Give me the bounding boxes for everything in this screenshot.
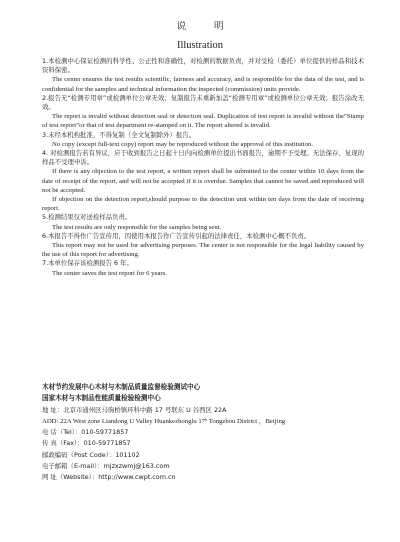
- clause-cn: 6.本报告不得作广告宣传用，因使用本报告作广告宣传引起的法律责任，本检测中心概不负责。: [42, 231, 311, 240]
- website[interactable]: 网 址（Website）：http://www.cwpt.com.cn: [42, 473, 176, 482]
- clause-cn: 2.报告无“检测专用章”或检测单位公章无效；复制报告未重新加盖“检测专用章”或检测单位公章无效；报告涂改无效。: [42, 93, 364, 112]
- clause-en: The test results are only responsible for the samples being sent.: [52, 223, 222, 231]
- organization-name-1: 木材节约发展中心木材与木制品质量监督检验测试中心: [42, 383, 201, 391]
- clause-en: If objection on the detection report,should purpose to the detection unit within ten days from the date of receiving report.: [42, 196, 364, 213]
- email[interactable]: 电子邮箱（E-mail）：mjzxzwmj@163.com: [42, 462, 170, 471]
- telephone: 电 话（Tel）：010-59771857: [42, 428, 129, 437]
- contact-block: [42, 382, 372, 484]
- page-title-cn: 说明: [176, 21, 252, 32]
- clause-en: The report is invalid without detection seal or detection seal. Duplication of test report is invalid without the“Stamp of test report”or that of test department re-stamped on it. The report altered is invalid.: [42, 113, 364, 130]
- clause-cn: 3.未经本机构批准，不得复制（全文复制除外）报告。: [42, 130, 196, 139]
- address-en: ADD: 22A West zone Liandong U Valley Huankezhonglu 17ʰ Tongzhou District ，Beijing: [42, 417, 286, 425]
- clause-en: The center saves the test report for 6 years.: [52, 269, 167, 277]
- clause-cn: 5.检测结果仅对送检样品负责。: [42, 213, 132, 222]
- clause-en: No copy (except full-text copy) report may be reproduced without the approval of this institution.: [52, 140, 313, 148]
- clause-en: If there is any objection to the test report, a written report shall be submitted to the center within 10 days from the date of receipt of the report, and will not be accepted if it is overdue. Samples that cannot be saved and reproduced will not be accepted.: [42, 168, 364, 194]
- clause-en: The center ensures the test results scientific, fairness and accuracy, and is responsible for the data of the test, and is confidential for the samples and technical information the inspected (commission) units provide.: [42, 76, 364, 93]
- clause-cn: 4. 对检测报告若有异议，应于收到报告之日起十日内向检测单位提出书面报告，逾期不予受理。无法保存、复现的样品不受理申诉。: [42, 149, 364, 167]
- clause-en: This report may not be used for advertising purposes. The center is not responsible for the legal liability caused by the use of this report for advertising.: [42, 242, 364, 259]
- fax: 传 真（Fax）：010-59771857: [42, 439, 131, 448]
- clause-cn: 1.本检测中心保证检测的科学性、公正性和准确性，对检测的数据负责，并对受检（委托）单位提供的样品和技术资料保密。: [42, 57, 364, 75]
- organization-name-2: 国家木材与木制品性能质量检验检测中心: [42, 394, 161, 403]
- page-title-en: Illustration: [176, 40, 224, 51]
- post-code: 邮政编码（Post Code）：101102: [42, 450, 140, 459]
- illustration-body: [42, 57, 364, 278]
- clause-cn: 7.本单位保存该检测报告 6 年。: [42, 259, 133, 268]
- address-cn: 地 址：北京市通州区马驹桥镇环科中路 17 号联东 U 谷西区 22A: [42, 405, 227, 414]
